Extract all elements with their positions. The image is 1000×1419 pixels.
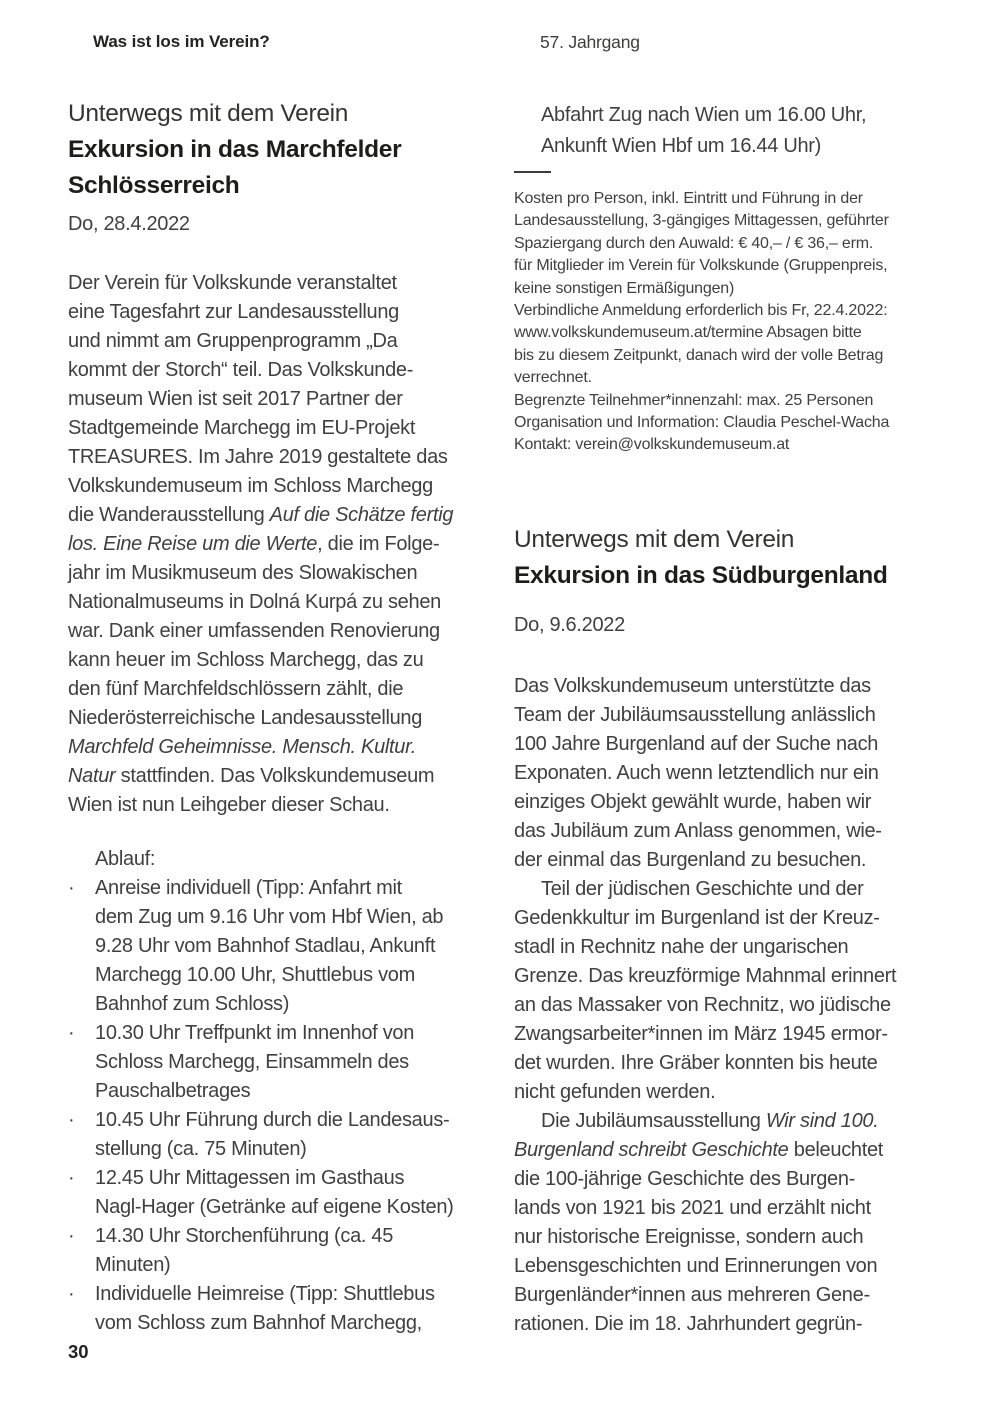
- text-line: 12.45 Uhr Mittagessen im Gasthaus: [95, 1167, 405, 1189]
- text-line: rationen. Die im 18. Jahrhundert gegrün-: [514, 1313, 863, 1335]
- text-line: Individuelle Heimreise (Tipp: Shuttlebus: [95, 1283, 435, 1305]
- text-line: Das Volkskundemuseum unterstützte das: [514, 675, 871, 697]
- bullet-marker-icon: ·: [68, 877, 75, 899]
- text-line: Pauschalbetrages: [95, 1080, 251, 1102]
- list-item-text: [95, 1222, 393, 1280]
- schedule-block: [68, 845, 454, 1338]
- text-line: www.volkskundemuseum.at/termine Absagen bitte: [514, 324, 862, 342]
- bullet-marker-icon: ·: [68, 1225, 75, 1247]
- article-body: [514, 672, 896, 1339]
- text-line: Minuten): [95, 1254, 171, 1276]
- text-line: Burgenland schreibt Geschichte beleuchtet: [514, 1139, 884, 1161]
- article-date: Do, 28.4.2022: [68, 213, 190, 235]
- text-line: stellung (ca. 75 Minuten): [95, 1138, 307, 1160]
- text-line: Bahnhof zum Schloss): [95, 993, 290, 1015]
- article-date: Do, 9.6.2022: [514, 614, 625, 636]
- list-item: [68, 1019, 454, 1106]
- article-title-line: Exkursion in das Marchfelder: [68, 136, 402, 163]
- text-line: 100 Jahre Burgenland auf der Suche nach: [514, 733, 879, 755]
- text-line: für Mitglieder im Verein für Volkskunde (Gruppenpreis,: [514, 257, 888, 275]
- text-line: nur historische Ereignisse, sondern auch: [514, 1226, 864, 1248]
- list-item: [68, 1106, 454, 1164]
- text-line: jahr im Musikmuseum des Slowakischen: [68, 562, 418, 584]
- article-title-line: Exkursion in das Südburgenland: [514, 562, 888, 589]
- list-item-text: [95, 1019, 414, 1106]
- text-line: Spaziergang durch den Auwald: € 40,– / € 36,– erm.: [514, 234, 874, 252]
- text-line: Schloss Marchegg, Einsammeln des: [95, 1051, 409, 1073]
- text-line: und nimmt am Gruppenprogramm „Da: [68, 330, 398, 352]
- text-line: museum Wien ist seit 2017 Partner der: [68, 388, 403, 410]
- text-line: 10.30 Uhr Treffpunkt im Innenhof von: [95, 1022, 415, 1044]
- article-title-line: Schlösserreich: [68, 172, 240, 199]
- schedule-list: [68, 874, 454, 1338]
- list-item: [68, 1280, 454, 1338]
- text-line: stadl in Rechnitz nahe der ungarischen: [514, 936, 849, 958]
- text-line: Kontakt: verein@volkskundemuseum.at: [514, 436, 790, 454]
- text-line: Gedenkkultur im Burgenland ist der Kreuz-: [514, 907, 880, 929]
- list-item-text: [95, 1106, 449, 1164]
- text-line: Volkskundemuseum im Schloss Marchegg: [68, 475, 433, 497]
- text-line: keine sonstigen Ermäßigungen): [514, 279, 735, 297]
- text-line: Marchfeld Geheimnisse. Mensch. Kultur.: [68, 736, 417, 758]
- text-line: Verbindliche Anmeldung erforderlich bis Fr, 22.4.2022:: [514, 302, 888, 320]
- text-line: Zwangsarbeiter*innen im März 1945 ermor-: [514, 1023, 888, 1045]
- text-line: Nationalmuseums in Dolná Kurpá zu sehen: [68, 591, 441, 613]
- list-item: [68, 1164, 454, 1222]
- text-line: Teil der jüdischen Geschichte und der: [541, 878, 864, 900]
- text-line: 10.45 Uhr Führung durch die Landesaus-: [95, 1109, 450, 1131]
- text-line: Nagl-Hager (Getränke auf eigene Kosten): [95, 1196, 454, 1218]
- text-line: dem Zug um 9.16 Uhr vom Hbf Wien, ab: [95, 906, 444, 928]
- text-line: war. Dank einer umfassenden Renovierung: [68, 620, 440, 642]
- text-line: 14.30 Uhr Storchenführung (ca. 45: [95, 1225, 394, 1247]
- text-line: kann heuer im Schloss Marchegg, das zu: [68, 649, 424, 671]
- text-line: Lebensgeschichten und Erinnerungen von: [514, 1255, 878, 1277]
- text-line: det wurden. Ihre Gräber konnten bis heute: [514, 1052, 878, 1074]
- text-line: das Jubiläum zum Anlass genommen, wie-: [514, 820, 882, 842]
- text-line: Stadtgemeinde Marchegg im EU-Projekt: [68, 417, 416, 439]
- list-item: [68, 1222, 454, 1280]
- info-text: [514, 188, 889, 457]
- list-item-text: [95, 1280, 435, 1338]
- text-line: einziges Objekt gewählt wurde, haben wir: [514, 791, 872, 813]
- article-body: [68, 269, 453, 820]
- text-line: Wien ist nun Leihgeber dieser Schau.: [68, 794, 390, 816]
- text-line: eine Tagesfahrt zur Landesausstellung: [68, 301, 399, 323]
- text-line: Begrenzte Teilnehmer*innenzahl: max. 25 Personen: [514, 391, 874, 409]
- page-header-title: Was ist los im Verein?: [93, 32, 270, 51]
- text-line: los. Eine Reise um die Werte, die im Folge-: [68, 533, 440, 555]
- text-line: Ankunft Wien Hbf um 16.44 Uhr): [541, 135, 822, 157]
- text-line: Der Verein für Volkskunde veranstaltet: [68, 272, 397, 294]
- text-line: Anreise individuell (Tipp: Anfahrt mit: [95, 877, 402, 899]
- text-line: die Wanderausstellung Auf die Schätze fertig: [68, 504, 454, 526]
- continuation-text: [514, 100, 866, 162]
- bullet-marker-icon: ·: [68, 1283, 75, 1305]
- volume-label: 57. Jahrgang: [540, 32, 640, 52]
- text-line: Natur stattfinden. Das Volkskundemuseum: [68, 765, 435, 787]
- text-line: kommt der Storch“ teil. Das Volkskunde-: [68, 359, 414, 381]
- text-line: Abfahrt Zug nach Wien um 16.00 Uhr,: [541, 104, 867, 126]
- article-title-block: [514, 522, 888, 594]
- text-line: Team der Jubiläumsausstellung anlässlich: [514, 704, 876, 726]
- bullet-marker-icon: ·: [68, 1022, 75, 1044]
- text-line: lands von 1921 bis 2021 und erzählt nicht: [514, 1197, 871, 1219]
- article-title-block: [68, 96, 401, 204]
- section-divider: [514, 171, 551, 173]
- article-kicker: Unterwegs mit dem Verein: [68, 100, 349, 127]
- text-line: die 100-jährige Geschichte des Burgen-: [514, 1168, 856, 1190]
- text-line: Landesausstellung, 3-gängiges Mittagessen, geführter: [514, 212, 889, 230]
- bullet-marker-icon: ·: [68, 1167, 75, 1189]
- text-line: der einmal das Burgenland zu besuchen.: [514, 849, 867, 871]
- text-line: Marchegg 10.00 Uhr, Shuttlebus vom: [95, 964, 415, 986]
- list-item-text: [95, 874, 443, 1019]
- schedule-heading: Ablauf:: [95, 848, 156, 870]
- text-line: den fünf Marchfeldschlössern zählt, die: [68, 678, 404, 700]
- page-number: 30: [68, 1341, 89, 1362]
- text-line: Organisation und Information: Claudia Peschel-Wacha: [514, 414, 890, 432]
- text-line: Niederösterreichische Landesausstellung: [68, 707, 423, 729]
- bullet-marker-icon: ·: [68, 1109, 75, 1131]
- text-line: Burgenländer*innen aus mehreren Gene-: [514, 1284, 870, 1306]
- text-line: verrechnet.: [514, 369, 592, 387]
- text-line: Kosten pro Person, inkl. Eintritt und Führung in der: [514, 190, 863, 207]
- text-line: bis zu diesem Zeitpunkt, danach wird der volle Betrag: [514, 346, 884, 364]
- article-kicker: Unterwegs mit dem Verein: [514, 526, 795, 553]
- list-item-text: [95, 1164, 454, 1222]
- list-item: [68, 874, 454, 1019]
- text-line: an das Massaker von Rechnitz, wo jüdische: [514, 994, 891, 1016]
- text-line: Grenze. Das kreuzförmige Mahnmal erinnert: [514, 965, 897, 987]
- text-line: Exponaten. Auch wenn letztendlich nur ein: [514, 762, 879, 784]
- text-line: TREASURES. Im Jahre 2019 gestaltete das: [68, 446, 448, 468]
- text-line: 9.28 Uhr vom Bahnhof Stadlau, Ankunft: [95, 935, 436, 957]
- text-line: vom Schloss zum Bahnhof Marchegg,: [95, 1312, 422, 1334]
- text-line: Die Jubiläumsausstellung Wir sind 100.: [541, 1110, 879, 1132]
- text-line: nicht gefunden werden.: [514, 1081, 716, 1103]
